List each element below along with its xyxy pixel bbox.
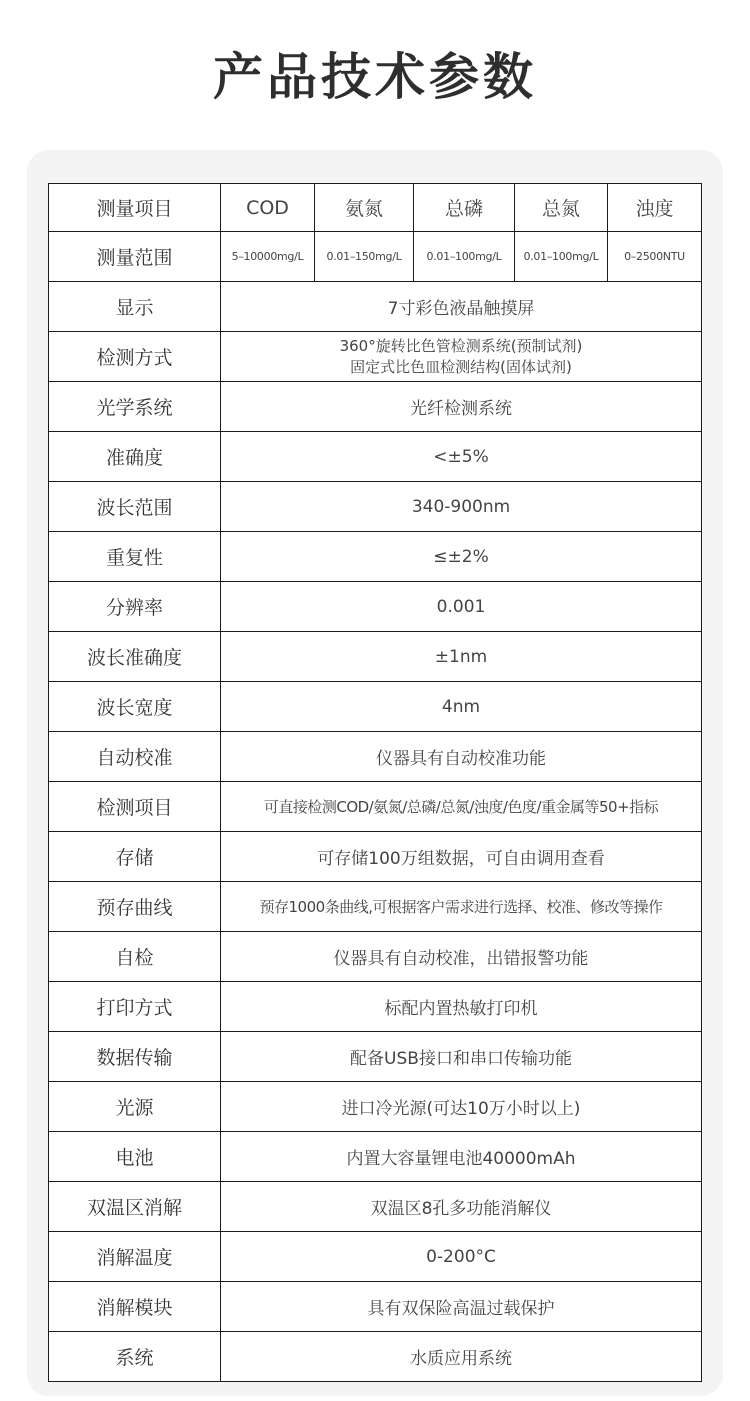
item-cell-turbidity: 浊度 (608, 184, 702, 232)
table-row (49, 882, 702, 932)
row-value: 进口冷光源(可达10万小时以上) (221, 1082, 702, 1132)
table-row (49, 1232, 702, 1282)
table-row (49, 782, 702, 832)
table-row (49, 432, 702, 482)
spec-table (48, 183, 702, 1382)
row-label: 自检 (49, 932, 221, 982)
table-row-ranges (49, 232, 702, 282)
table-row (49, 732, 702, 782)
row-label: 重复性 (49, 532, 221, 582)
row-value (221, 332, 702, 382)
table-row (49, 532, 702, 582)
row-label: 测量项目 (49, 184, 221, 232)
row-value: 0.001 (221, 582, 702, 632)
row-value: 双温区8孔多功能消解仪 (221, 1182, 702, 1232)
row-label: 消解模块 (49, 1282, 221, 1332)
table-row (49, 282, 702, 332)
row-label: 分辨率 (49, 582, 221, 632)
row-label: 光源 (49, 1082, 221, 1132)
range-cell-ammonia: 0.01–150mg/L (315, 232, 414, 282)
table-row (49, 982, 702, 1032)
row-value: 4nm (221, 682, 702, 732)
table-row (49, 1182, 702, 1232)
row-value-line: 固定式比色皿检测结构(固体试剂) (350, 357, 572, 376)
table-row (49, 932, 702, 982)
table-row (49, 682, 702, 732)
range-cell-turbidity: 0–2500NTU (608, 232, 702, 282)
row-label: 波长范围 (49, 482, 221, 532)
row-label: 存储 (49, 832, 221, 882)
row-label: 打印方式 (49, 982, 221, 1032)
row-label: 双温区消解 (49, 1182, 221, 1232)
row-value: 仪器具有自动校准，出错报警功能 (221, 932, 702, 982)
table-row (49, 1332, 702, 1382)
table-row (49, 632, 702, 682)
row-value-line: 360°旋转比色管检测系统(预制试剂) (339, 336, 583, 355)
range-cell-nitrogen: 0.01–100mg/L (515, 232, 608, 282)
table-row (49, 1032, 702, 1082)
row-label: 检测方式 (49, 332, 221, 382)
range-cell-cod: 5–10000mg/L (221, 232, 315, 282)
row-label: 消解温度 (49, 1232, 221, 1282)
row-value: ≤±2% (221, 532, 702, 582)
table-row (49, 1282, 702, 1332)
row-label: 显示 (49, 282, 221, 332)
row-value: 标配内置热敏打印机 (221, 982, 702, 1032)
table-row (49, 332, 702, 382)
row-value: 内置大容量锂电池40000mAh (221, 1132, 702, 1182)
row-label: 测量范围 (49, 232, 221, 282)
row-value: 预存1000条曲线,可根据客户需求进行选择、校准、修改等操作 (221, 882, 702, 932)
row-label: 波长宽度 (49, 682, 221, 732)
table-row (49, 582, 702, 632)
page-title: 产品技术参数 (213, 48, 537, 106)
table-row (49, 1082, 702, 1132)
row-value: 可存储100万组数据，可自由调用查看 (221, 832, 702, 882)
row-label: 自动校准 (49, 732, 221, 782)
row-value: 340-900nm (221, 482, 702, 532)
row-label: 波长准确度 (49, 632, 221, 682)
item-cell-phosphorus: 总磷 (414, 184, 515, 232)
row-label: 检测项目 (49, 782, 221, 832)
range-cell-phosphorus: 0.01–100mg/L (414, 232, 515, 282)
item-cell-cod: COD (221, 184, 315, 232)
row-label: 系统 (49, 1332, 221, 1382)
table-row (49, 832, 702, 882)
row-value: 仪器具有自动校准功能 (221, 732, 702, 782)
row-value: <±5% (221, 432, 702, 482)
row-value: 配备USB接口和串口传输功能 (221, 1032, 702, 1082)
row-label: 电池 (49, 1132, 221, 1182)
table-row (49, 1132, 702, 1182)
row-value: 水质应用系统 (221, 1332, 702, 1382)
item-cell-nitrogen: 总氮 (515, 184, 608, 232)
item-cell-ammonia: 氨氮 (315, 184, 414, 232)
table-row-items (49, 184, 702, 232)
row-value: 光纤检测系统 (221, 382, 702, 432)
row-value: ±1nm (221, 632, 702, 682)
row-value: 可直接检测COD/氨氮/总磷/总氮/浊度/色度/重金属等50+指标 (221, 782, 702, 832)
row-label: 光学系统 (49, 382, 221, 432)
row-label: 预存曲线 (49, 882, 221, 932)
table-row (49, 482, 702, 532)
row-label: 数据传输 (49, 1032, 221, 1082)
row-label: 准确度 (49, 432, 221, 482)
table-row (49, 382, 702, 432)
row-value: 0-200°C (221, 1232, 702, 1282)
row-value: 具有双保险高温过载保护 (221, 1282, 702, 1332)
row-value: 7寸彩色液晶触摸屏 (221, 282, 702, 332)
